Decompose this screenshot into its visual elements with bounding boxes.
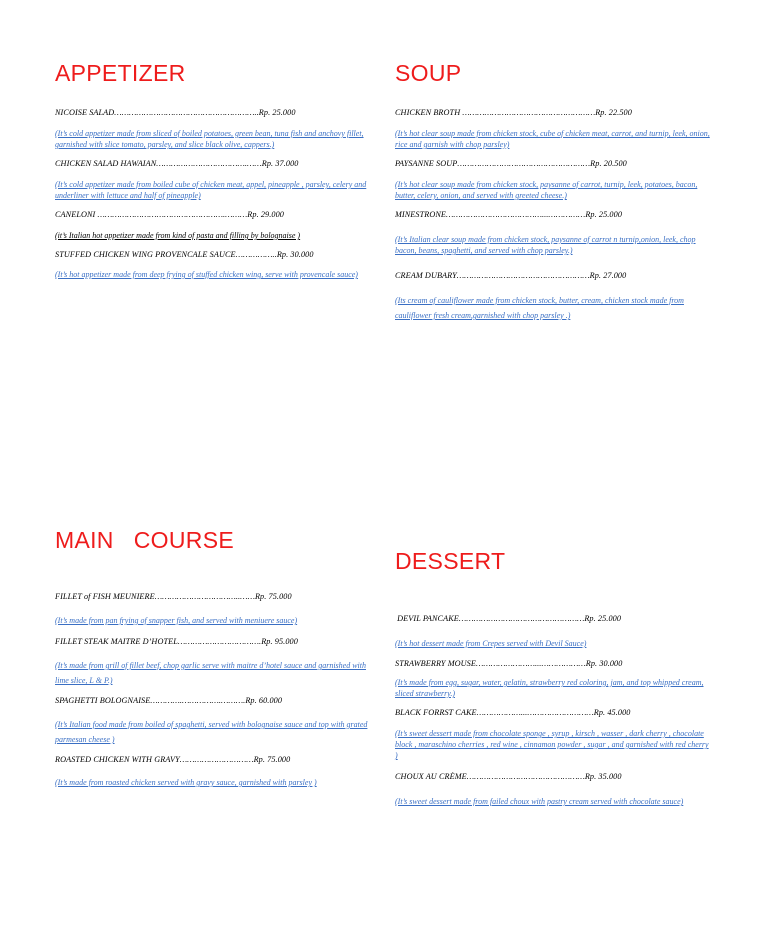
menu-item [55, 592, 368, 601]
menu-item-desc [55, 128, 370, 150]
soup-section [395, 60, 715, 325]
appetizer-heading: APPETIZER [55, 60, 186, 86]
menu-item-description: (It’s hot clear soup made from chicken stock, cube of chicken meat, carrot, and turnip, leek, onion, rice and garnish with chop parsley) [395, 129, 710, 149]
menu-item-line: BLACK FORRST CAKE………………...………………………Rp. 45.000 [395, 708, 631, 717]
menu-item [55, 250, 373, 259]
menu-item-description: (Its cream of cauliflower made from chicken stock, butter, cream, chicken stock made from cauliflower fresh cream,garnished with chop parsley .) [395, 296, 684, 320]
menu-item-description: (It’s sweet dessert made from chocolate sponge , syrup , kirsch , wasser , dark cherry , chocolate block , maraschino cherries , red wine , cinnamon powder , sugar , and garnished with red cherry ) [395, 729, 709, 760]
menu-item-description: (It’s made from roasted chicken served with gravy sauce, garnished with parsley ) [55, 778, 317, 787]
menu-item-line: NICOISE SALAD…………………………………………………..Rp. 25.000 [55, 108, 296, 117]
main-course-heading: MAIN COURSE [55, 527, 234, 553]
dessert-heading: DESSERT [395, 548, 506, 574]
menu-item [55, 159, 370, 168]
menu-item-desc [55, 717, 370, 747]
menu-item [395, 708, 711, 717]
menu-item-line: SPAGHETTI BOLOGNAISE………….…………….……….Rp. 60.000 [55, 696, 283, 705]
menu-item [395, 159, 711, 168]
menu-item-desc [395, 179, 713, 201]
menu-item-desc [55, 658, 370, 688]
menu-item [395, 210, 711, 219]
menu-item-line: STRAWBERRY MOUSE……………………...………………Rp. 30.000 [395, 659, 623, 668]
menu-item-description: (It’s Italian clear soup made from chicken stock, paysanne of carrot n turnip,onion, leek, chop bacon, beans, spaghetti, and served with chop parsley.) [395, 235, 696, 255]
dessert-section [395, 548, 715, 813]
menu-item-line: DEVIL PANCAKE……………………………………………Rp. 25.000 [395, 614, 622, 623]
menu-item [55, 696, 368, 705]
menu-item-description: (It’s sweet dessert made from failed choux with pastry cream served with chocolate sauce) [395, 797, 684, 806]
menu-item [395, 108, 711, 117]
menu-item-description: (It’s cold appetizer made from sliced of boiled potatoes, green bean, tuna fish and anchovy fillet, garnished with slice tomato, parsley, and slice black olive, cappers.) [55, 129, 364, 149]
menu-item-desc [55, 230, 370, 241]
menu-item-line: CHOUX AU CRÈME…………………………………………Rp. 35.000 [395, 772, 622, 781]
menu-item-desc [55, 179, 370, 201]
menu-item-description: (It’s hot dessert made from Crepes served with Devil Sauce) [395, 639, 587, 648]
menu-item-line: ROASTED CHICKEN WITH GRAVY…………………………Rp. 75.000 [55, 755, 291, 764]
menu-item-line: MINESTRONE…………………………………...……………Rp. 25.000 [395, 210, 623, 219]
menu-item-description: (It’s made from pan frying of snapper fish, and served with meniuere sauce) [55, 616, 298, 625]
menu-item-desc [395, 638, 713, 649]
menu-item-line: CANELONI …………………………………………….………Rp. 29.000 [55, 210, 284, 219]
appetizer-section [55, 60, 375, 290]
menu-item-description: (It’s hot appetizer made from deep frying of stuffed chicken wing, serve with provencale sauce) [55, 270, 358, 279]
menu-item [55, 755, 368, 764]
menu-item-desc [55, 615, 370, 626]
menu-item-desc [55, 269, 375, 280]
menu-item-line: CHICKEN SALAD HAWAIAN……………………………….……Rp. 37.000 [55, 159, 299, 168]
menu-item [395, 614, 711, 623]
menu-item-line: PAYSANNE SOUP………………………………………………Rp. 20.500 [395, 159, 627, 168]
menu-item-desc [395, 293, 713, 323]
menu-item [395, 772, 711, 781]
menu-item-desc [395, 128, 713, 150]
menu-item [395, 659, 711, 668]
menu-item-description: (It’s hot clear soup made from chicken stock, paysanne of carrot, turnip, leek, potatoes, bacon, butter, celery, onion, and served with greeted cheese.) [395, 180, 698, 200]
menu-item-description: (it’s Italian hot appetizer made from kind of pasta and filling by bolognaise ) [55, 231, 301, 240]
menu-item-line: FILLET of FISH MEUNIERE……………………………..……Rp. 75.000 [55, 592, 292, 601]
menu-item-description: (It’s made from grill of fillet beef, chop garlic serve with maitre d’hotel sauce and garnished with lime slice, L & P.) [55, 661, 366, 685]
menu-item-description: (It’s made from egg, sugar, water, gelatin, strawberry red coloring, jam, and top whipped cream, sliced strawberry.) [395, 678, 704, 698]
menu-item-desc [395, 796, 713, 807]
menu-item [395, 271, 711, 280]
menu-item-line: CREAM DUBARY………………………………………………Rp. 27.000 [395, 271, 627, 280]
menu-item-desc [395, 728, 713, 761]
menu-item-line: CHICKEN BROTH ………………………………………………Rp. 22.500 [395, 108, 632, 117]
menu-item-desc [55, 777, 370, 788]
menu-item [55, 108, 370, 117]
menu-item-desc [395, 677, 713, 699]
soup-heading: SOUP [395, 60, 462, 86]
menu-item-description: (It’s Italian food made from boiled of spaghetti, served with bolognaise sauce and top with grated parmesan cheese ) [55, 720, 368, 744]
menu-item-line: FILLET STEAK MAITRE D’HOTEL…………………………….Rp. 95.000 [55, 637, 298, 646]
menu-item [55, 210, 370, 219]
main-course-section [55, 527, 375, 792]
menu-item-description: (It’s cold appetizer made from boiled cube of chicken meat, appel, pineapple , parsley, celery and underliner with lettuce and half of pineapple) [55, 180, 367, 200]
menu-item-line: STUFFED CHICKEN WING PROVENCALE SAUCE……………..Rp. 30.000 [55, 250, 314, 259]
menu-item [55, 637, 368, 646]
menu-item-desc [395, 234, 713, 256]
